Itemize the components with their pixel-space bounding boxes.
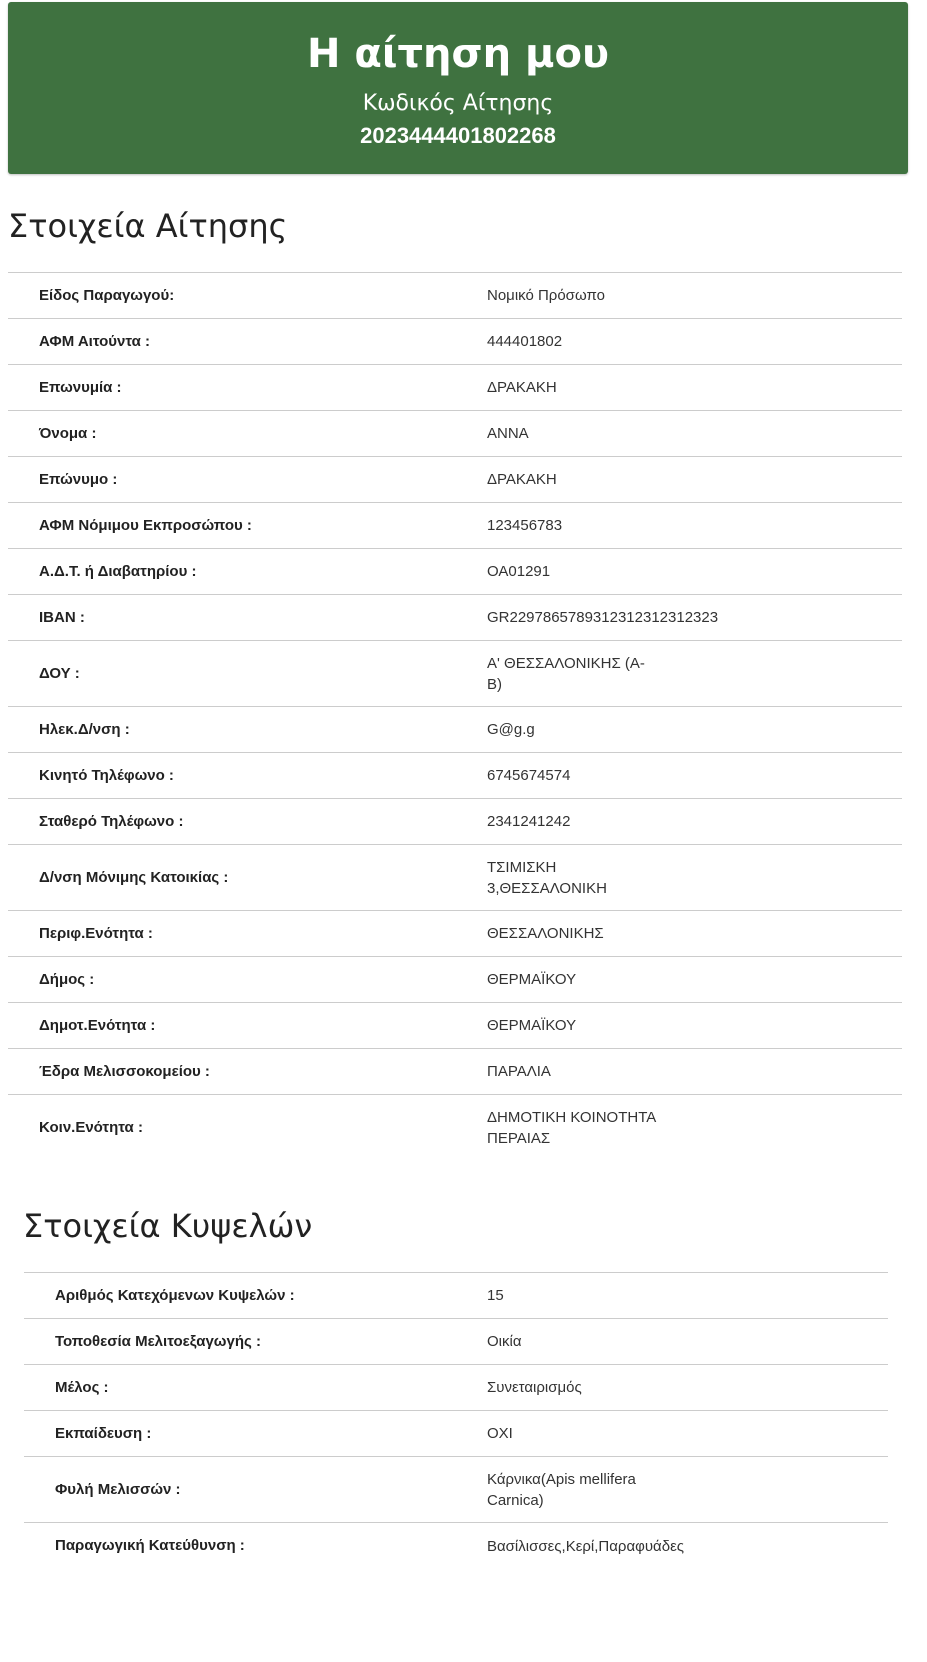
row-label: Παραγωγική Κατεύθυνση : — [55, 1537, 245, 1554]
table-row-iban — [8, 595, 902, 641]
row-value: ΔΡΑΚΑΚΗ — [487, 379, 557, 396]
table-row-first-name — [8, 411, 902, 457]
row-value: ΑΝΝΑ — [487, 425, 529, 442]
table-row-bee-breed — [24, 1457, 888, 1523]
application-details-table — [8, 272, 902, 1161]
row-value: Βασίλισσες,Κερί,Παραφυάδες — [487, 1537, 684, 1555]
row-value: ΠΑΡΑΛΙΑ — [487, 1063, 551, 1080]
row-label: Δ/νση Μόνιμης Κατοικίας : — [39, 868, 229, 886]
row-value: Συνεταιρισμός — [487, 1379, 582, 1396]
table-row-email — [8, 707, 902, 753]
row-value: ΤΣΙΜΙΣΚΗ 3,ΘΕΣΣΑΛΟΝΙΚΗ — [487, 858, 607, 897]
table-row-tax-office — [8, 641, 902, 707]
row-value: ΟΑ01291 — [487, 563, 551, 580]
row-label: Μέλος : — [55, 1378, 109, 1396]
table-row-hive-count — [24, 1273, 888, 1319]
row-value: G@g.g — [487, 721, 535, 738]
row-label: IBAN : — [39, 608, 85, 626]
table-row-municipal-unit — [8, 1003, 902, 1049]
row-value: 2341241242 — [487, 813, 571, 830]
row-label: Έδρα Μελισσοκομείου : — [39, 1062, 210, 1080]
table-row-applicant-afm — [8, 319, 902, 365]
row-value: ΔΗΜΟΤΙΚΗ ΚΟΙΝΟΤΗΤΑ ΠΕΡΑΙΑΣ — [487, 1109, 656, 1147]
table-row-member — [24, 1365, 888, 1411]
row-label: Α.Δ.Τ. ή Διαβατηρίου : — [39, 562, 197, 580]
row-label: Επωνυμία : — [39, 378, 122, 396]
row-label: Επώνυμο : — [39, 470, 118, 488]
table-row-production-direction — [24, 1523, 888, 1569]
row-label: Περιφ.Ενότητα : — [39, 924, 153, 942]
table-row-apiary-seat — [8, 1049, 902, 1095]
row-label: Δημοτ.Ενότητα : — [39, 1016, 156, 1034]
row-value: ΘΕΡΜΑΪΚΟΥ — [487, 1017, 577, 1034]
row-label: ΑΦΜ Αιτούντα : — [39, 332, 151, 350]
row-value: Οικία — [487, 1333, 522, 1350]
row-label: Κινητό Τηλέφωνο : — [39, 766, 174, 784]
table-row-representative-afm — [8, 503, 902, 549]
application-code-label: Κωδικός Αίτησης — [362, 91, 554, 116]
table-row-id-passport — [8, 549, 902, 595]
row-value: ΟΧΙ — [487, 1425, 513, 1442]
row-value: 15 — [487, 1287, 504, 1304]
row-label: Φυλή Μελισσών : — [55, 1480, 181, 1498]
row-label: Σταθερό Τηλέφωνο : — [39, 812, 184, 830]
row-label: Όνομα : — [39, 424, 97, 442]
row-label: Κοιν.Ενότητα : — [39, 1119, 143, 1136]
table-row-company-name — [8, 365, 902, 411]
row-value: 6745674574 — [487, 767, 571, 784]
table-row-extraction-location — [24, 1319, 888, 1365]
row-value: Α' ΘΕΣΣΑΛΟΝΙΚΗΣ (Α-Β) — [487, 654, 645, 693]
row-value: ΘΕΡΜΑΪΚΟΥ — [487, 971, 577, 988]
application-section-heading: Στοιχεία Αίτησης — [8, 207, 288, 245]
page-title: Η αίτηση μου — [307, 31, 609, 77]
row-value: ΘΕΣΣΑΛΟΝΙΚΗΣ — [487, 925, 604, 942]
table-row-training — [24, 1411, 888, 1457]
hives-details-table — [24, 1272, 888, 1569]
page-header — [8, 2, 908, 174]
row-value: ΔΡΑΚΑΚΗ — [487, 471, 557, 488]
row-label: Αριθμός Κατεχόμενων Κυψελών : — [55, 1286, 295, 1304]
row-label: Ηλεκ.Δ/νση : — [39, 720, 130, 738]
row-value: 123456783 — [487, 517, 563, 534]
table-row-regional-unit — [8, 911, 902, 957]
row-label: Είδος Παραγωγού: — [39, 286, 175, 304]
application-code: 2023444401802268 — [360, 123, 556, 148]
table-row-residence-address — [8, 845, 902, 911]
row-value: Νομικό Πρόσωπο — [487, 287, 605, 304]
table-row-landline-phone — [8, 799, 902, 845]
row-label: Τοποθεσία Μελιτοεξαγωγής : — [55, 1332, 261, 1350]
table-row-municipality — [8, 957, 902, 1003]
row-label: Δήμος : — [39, 970, 95, 988]
row-label: Εκπαίδευση : — [55, 1424, 152, 1442]
table-row-mobile-phone — [8, 753, 902, 799]
row-value: 444401802 — [487, 333, 563, 350]
row-value: GR2297865789312312312312323 — [487, 609, 719, 626]
table-row-last-name — [8, 457, 902, 503]
row-value: Κάρνικα(Apis mellifera Carnica) — [487, 1470, 636, 1509]
row-label: ΔΟΥ : — [39, 664, 80, 682]
row-label: ΑΦΜ Νόμιμου Εκπροσώπου : — [39, 516, 252, 534]
table-row-producer-type — [8, 273, 902, 319]
table-row-community — [8, 1095, 902, 1161]
hives-section-heading: Στοιχεία Κυψελών — [23, 1207, 313, 1245]
